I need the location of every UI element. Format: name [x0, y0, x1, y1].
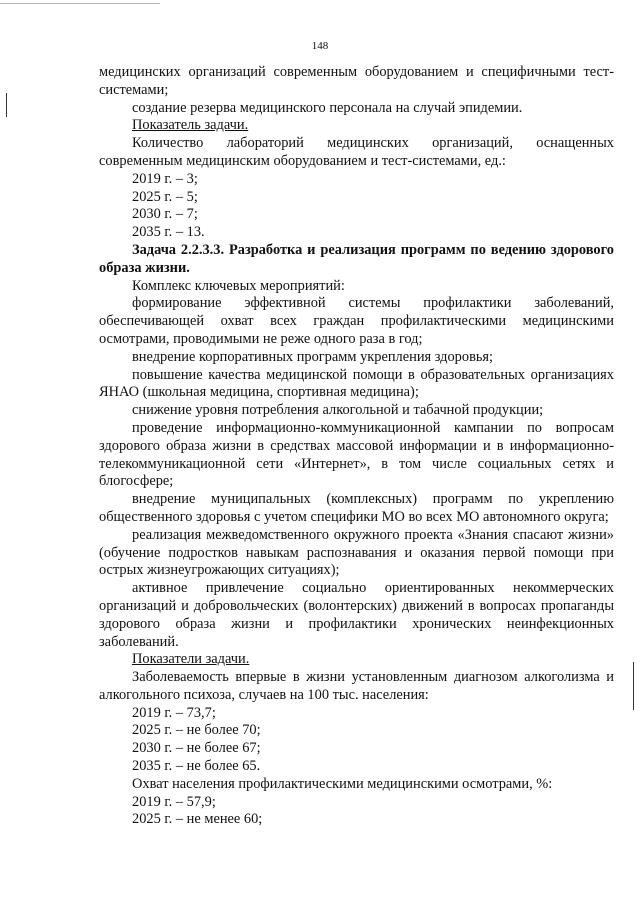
measure-item: реализация межведомственного окружного проекта «Знания спасают жизни» (обучение подростков навыкам распознавания и оказания первой помощи при острых жизнеугрожающих ситуациях); — [99, 526, 614, 579]
paragraph-staff-reserve: создание резерва медицинского персонала на случай эпидемии. — [132, 99, 523, 116]
measure-item: активное привлечение социально ориентированных некоммерческих организаций и добровольческих (волонтерских) движений в вопросах пропаганды здорового образа жизни и профилактики хронических неинфекционных заболеваний. — [99, 580, 614, 650]
indicator-heading — [99, 117, 614, 135]
measure-item: проведение информационно-коммуникационной кампании по вопросам здорового образа жизни в средствах массовой информации и в информационно-телекоммуникационной сети «Интернет», в том числе социальных сетях и блогосфере; — [99, 419, 614, 490]
indicator-heading-text: Показатель задачи. — [132, 117, 249, 134]
indicators-heading-text: Показатели задачи. — [132, 651, 250, 668]
measure-item: внедрение корпоративных программ укрепления здоровья; — [132, 348, 494, 365]
scan-margin-mark — [6, 93, 7, 117]
paragraph-lab-count: Количество лабораторий медицинских организаций, оснащенных современным медицинским оборудованием и тест-системами, ед.: — [99, 135, 614, 169]
value-line: 2030 г. – не более 67; — [132, 740, 261, 757]
paragraph-alcoholism-rate: Заболеваемость впервые в жизни установленным диагнозом алкоголизма и алкогольного психоза, случаев на 100 тыс. населения: — [99, 669, 614, 703]
indicators-heading — [99, 651, 614, 669]
value-line: 2019 г. – 57,9; — [132, 793, 216, 810]
paragraph-equipment-continuation: медицинских организаций современным оборудованием и специфичными тест-системами; — [99, 64, 614, 98]
scan-edge-line — [0, 3, 160, 4]
value-line: 2025 г. – 5; — [132, 188, 198, 205]
paragraph-key-measures: Комплекс ключевых мероприятий: — [132, 277, 345, 294]
measure-item: снижение уровня потребления алкогольной и табачной продукции; — [132, 402, 544, 419]
value-line: 2019 г. – 73,7; — [132, 704, 216, 721]
value-line: 2019 г. – 3; — [132, 170, 198, 187]
paragraph-checkup-coverage: Охват населения профилактическими медицинскими осмотрами, %: — [132, 775, 553, 792]
measure-item: внедрение муниципальных (комплексных) программ по укреплению общественного здоровья с учетом специфики МО во всех МО автономного округа; — [99, 491, 614, 525]
scan-margin-mark — [633, 662, 634, 710]
measure-item: формирование эффективной системы профилактики заболеваний, обеспечивающей охват всех граждан профилактическими медицинскими осмотрами, проводимыми не реже одного раза в год; — [99, 295, 614, 347]
task-heading: Задача 2.2.3.3. Разработка и реализация программ по ведению здорового образа жизни. — [99, 241, 614, 276]
value-line: 2030 г. – 7; — [132, 206, 198, 223]
value-line: 2025 г. – не более 70; — [132, 722, 261, 739]
page-number: 148 — [311, 40, 329, 52]
value-line: 2035 г. – не более 65. — [132, 758, 261, 775]
value-line: 2025 г. – не менее 60; — [132, 811, 263, 828]
measure-item: повышение качества медицинской помощи в образовательных организациях ЯНАО (школьная медицина, спортивная медицина); — [99, 366, 614, 401]
value-line: 2035 г. – 13. — [132, 224, 205, 241]
document-body — [99, 64, 614, 829]
